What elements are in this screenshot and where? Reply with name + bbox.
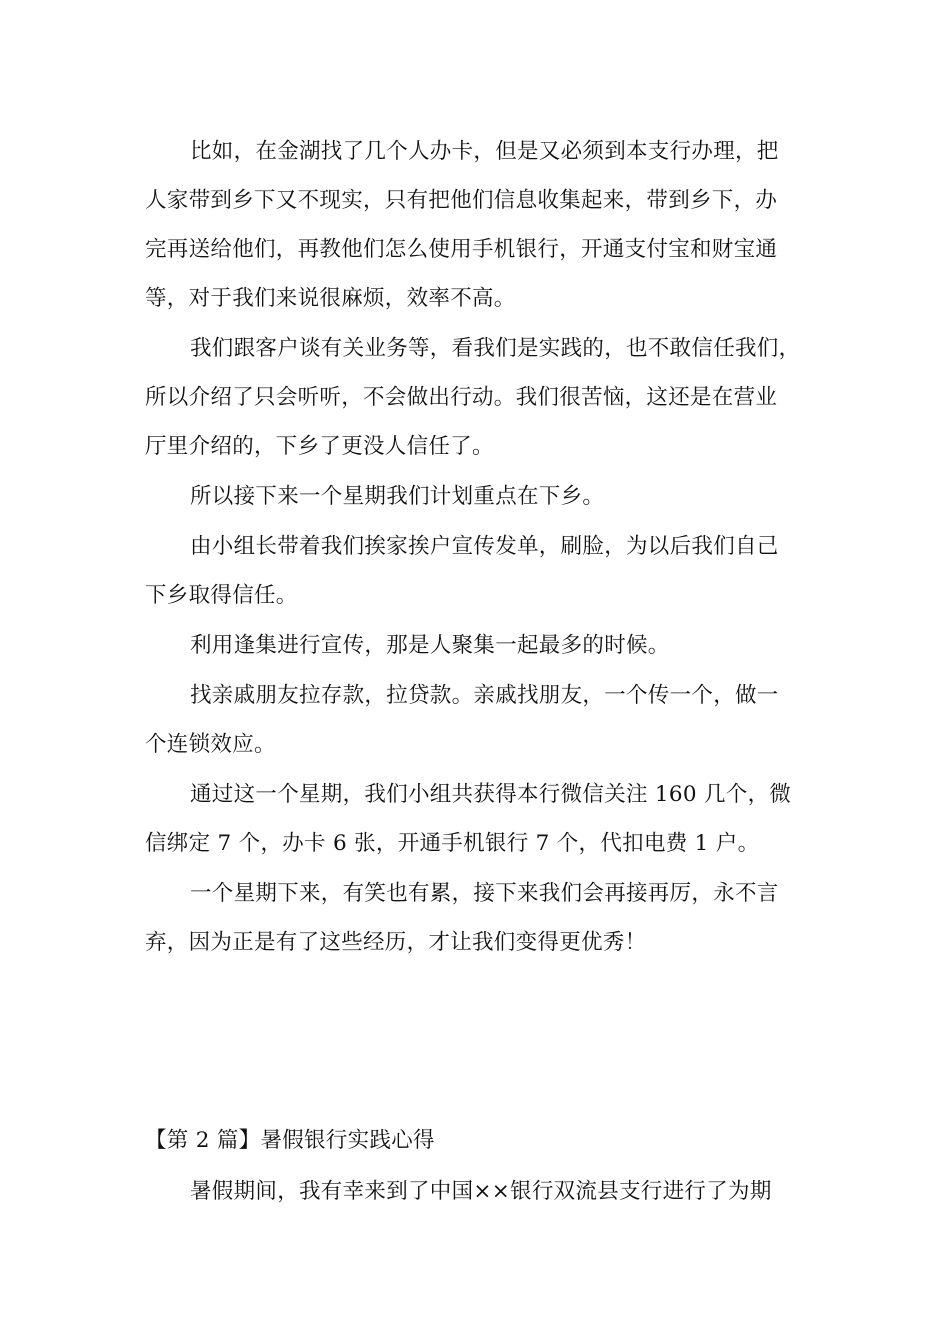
paragraph-2-line-3: 厅里介绍的，下乡了更没人信任了。: [145, 434, 494, 459]
paragraph-1-line-1: 比如，在金湖找了几个人办卡，但是又必须到本支行办理，把: [190, 139, 779, 164]
paragraph-5-line-1: 利用逢集进行宣传，那是人聚集一起最多的时候。: [190, 633, 670, 658]
paragraph-2-line-1: 我们跟客户谈有关业务等，看我们是实践的，也不敢信任我们，: [190, 336, 801, 361]
paragraph-1-line-4: 等，对于我们来说很麻烦，效率不高。: [145, 286, 516, 311]
paragraph-7-line-2: 信绑定 7 个，办卡 6 张，开通手机银行 7 个，代扣电费 1 户。: [145, 831, 760, 856]
paragraph-8-line-2: 弃，因为正是有了这些经历，才让我们变得更优秀！: [145, 930, 647, 955]
paragraph-3-line-1: 所以接下来一个星期我们计划重点在下乡。: [190, 484, 605, 509]
paragraph-6-line-2: 个连锁效应。: [145, 732, 276, 757]
paragraph-7-line-1: 通过这一个星期，我们小组共获得本行微信关注 160 几个，微: [190, 782, 792, 807]
paragraph-4-line-1: 由小组长带着我们挨家挨户宣传发单，刷脸，为以后我们自己: [190, 534, 779, 559]
paragraph-1-line-2: 人家带到乡下又不现实，只有把他们信息收集起来，带到乡下，办: [145, 188, 778, 213]
paragraph-6-line-1: 找亲戚朋友拉存款，拉贷款。亲戚找朋友，一个传一个，做一: [190, 683, 779, 708]
paragraph-4-line-2: 下乡取得信任。: [145, 583, 298, 608]
paragraph-1-line-3: 完再送给他们，再教他们怎么使用手机银行，开通支付宝和财宝通: [145, 237, 778, 262]
section-2-line-1: 暑假期间，我有幸来到了中国××银行双流县支行进行了为期: [190, 1179, 772, 1204]
paragraph-2-line-2: 所以介绍了只会听听，不会做出行动。我们很苦恼，这还是在营业: [145, 385, 778, 410]
paragraph-8-line-1: 一个星期下来，有笑也有累，接下来我们会再接再厉，永不言: [190, 881, 779, 906]
section-2-heading: 【第 2 篇】暑假银行实践心得: [145, 1128, 435, 1153]
